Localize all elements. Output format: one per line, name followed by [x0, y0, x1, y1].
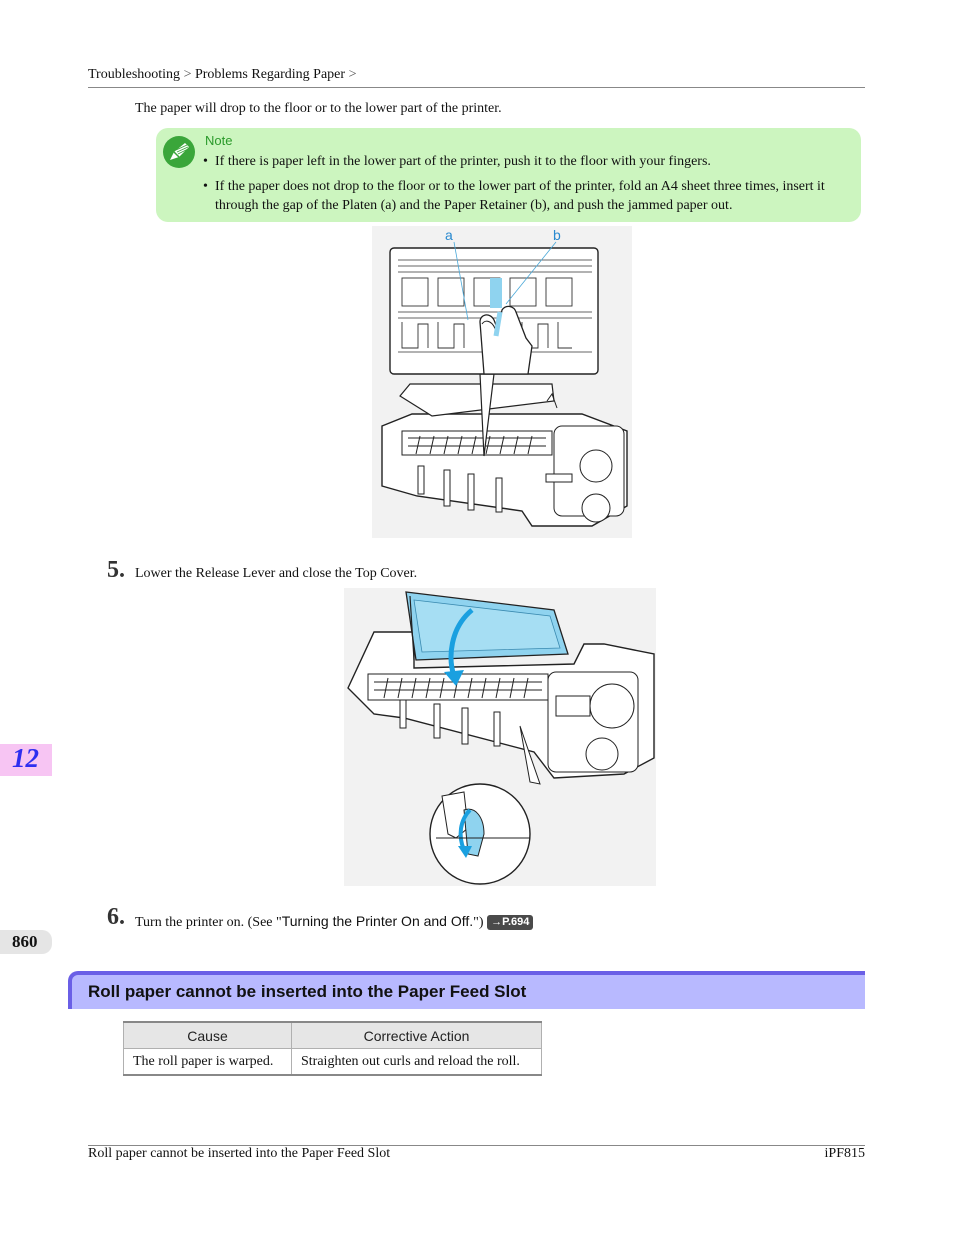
cell-cause: The roll paper is warped.: [124, 1049, 292, 1076]
header-corrective-action: Corrective Action: [292, 1022, 542, 1049]
step-6-suffix: "): [473, 915, 484, 930]
header-cause: Cause: [124, 1022, 292, 1049]
section-title: Roll paper cannot be inserted into the Paper Feed Slot: [88, 982, 527, 1001]
bullet: •: [203, 179, 208, 194]
page-reference-badge[interactable]: →P.694: [487, 915, 533, 930]
label-a: a: [445, 227, 453, 243]
note-item-text: If there is paper left in the lower part of the printer, push it to the floor with your fingers.: [215, 154, 711, 169]
breadcrumb: [88, 67, 356, 83]
label-b: b: [553, 227, 561, 243]
step-6-text: [135, 913, 533, 931]
chapter-tab[interactable]: [0, 744, 52, 776]
step-6-number: 6.: [107, 904, 125, 930]
cell-corrective-action: Straighten out curls and reload the roll.: [292, 1049, 542, 1076]
footer-model-name: iPF815: [824, 1146, 865, 1161]
page-number-tab: [0, 930, 52, 954]
footer-section-title: Roll paper cannot be inserted into the Paper Feed Slot: [88, 1146, 391, 1161]
note-item-1: [203, 152, 853, 171]
breadcrumb-separator: >: [348, 67, 357, 82]
turning-printer-link[interactable]: Turning the Printer On and Off.: [281, 913, 474, 929]
step-6-prefix: Turn the printer on. (See ": [135, 915, 282, 930]
breadcrumb-troubleshooting[interactable]: Troubleshooting: [88, 67, 181, 82]
printer-platen-figure: [372, 226, 632, 538]
step-5-number: 5.: [107, 557, 125, 583]
breadcrumb-separator: >: [183, 67, 192, 82]
note-item-2: [203, 177, 853, 215]
step-5-text: Lower the Release Lever and close the Top Cover.: [135, 566, 418, 581]
pencil-note-icon: [162, 135, 196, 169]
bullet: •: [203, 154, 208, 169]
close-top-cover-figure: [344, 588, 656, 886]
note-item-text: If the paper does not drop to the floor or to the lower part of the printer, fold an A4 sheet three times, insert it through the gap of the Platen (a) and the Paper Retainer (b), and push the jammed paper out.: [215, 179, 825, 213]
section-heading: [68, 971, 865, 1009]
intro-text: The paper will drop to the floor or to the lower part of the printer.: [135, 101, 502, 116]
chapter-number: 12: [12, 743, 39, 773]
note-label: Note: [205, 133, 233, 148]
header-rule: [88, 87, 865, 88]
cause-action-table: [123, 1021, 542, 1076]
breadcrumb-problems-paper[interactable]: Problems Regarding Paper: [194, 67, 346, 82]
page-number: 860: [12, 932, 38, 951]
table-header-row: [124, 1022, 542, 1049]
table-row: [124, 1049, 542, 1076]
